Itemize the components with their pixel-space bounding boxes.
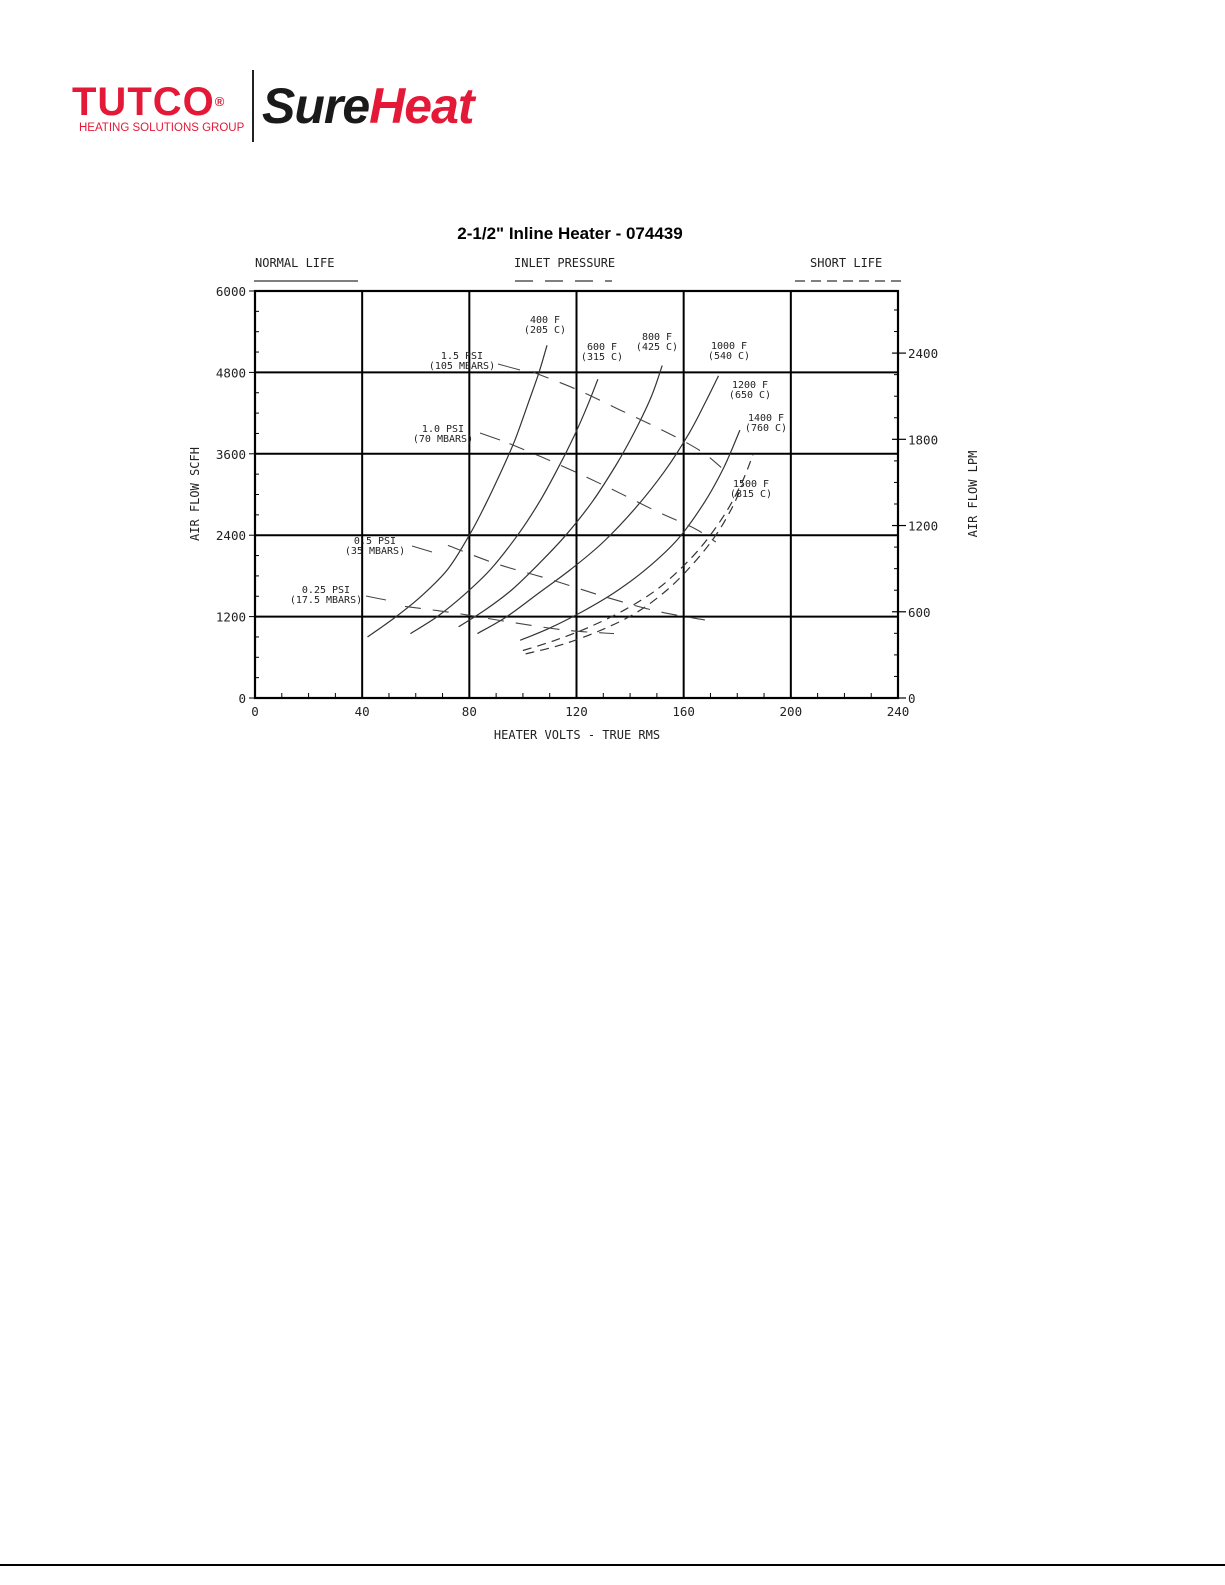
chart-title: 2-1/2" Inline Heater - 074439 [457,224,683,243]
heater-chart [0,0,1225,760]
legend-short-life: SHORT LIFE [810,256,883,270]
legend-inlet-pressure: INLET PRESSURE [514,256,616,270]
temperature-label: 600 F [586,342,618,353]
pressure-label: 0.25 PSI [301,585,351,596]
y-tick-label: 1200 [215,609,246,625]
x-tick-label: 80 [461,704,477,719]
temperature-label-celsius: (425 C) [635,342,679,353]
y2-axis-label: AIR FLOW LPM [966,450,980,538]
temperature-label-celsius: (760 C) [744,423,788,434]
chart-grid [255,291,898,698]
pressure-label-mbars: (70 MBARS) [412,434,474,445]
pressure-label: 1.0 PSI [421,424,465,435]
footer-rule [0,1564,1225,1566]
sureheat-sure: Sure [262,78,370,134]
temperature-curve [368,345,548,637]
y2-tick-label: 600 [908,604,931,620]
y2-tick-label: 1800 [908,432,939,448]
pressure-line [510,444,716,542]
tutco-registered: ® [214,94,226,109]
temperature-label-celsius: (650 C) [728,390,772,401]
y-tick-label: 2400 [215,528,246,544]
pressure-leader [480,433,500,440]
x-tick-label: 120 [565,704,588,719]
temperature-label: 1000 F [710,341,748,352]
temperature-label-celsius: (205 C) [523,325,567,336]
y-tick-label: 0 [238,691,246,706]
temperature-label: 1400 F [747,413,785,424]
y-tick-label: 3600 [215,446,246,462]
pressure-label: 0.5 PSI [353,536,397,547]
legend-normal-life: NORMAL LIFE [255,256,335,270]
x-axis-label: HEATER VOLTS - TRUE RMS [493,728,661,742]
y-tick-label: 6000 [215,284,246,299]
temperature-label-celsius: (540 C) [707,351,751,362]
tutco-text: TUTCO [72,80,215,124]
x-tick-label: 240 [886,704,910,719]
pressure-label: 1.5 PSI [440,351,484,362]
temperature-label: 800 F [641,332,673,343]
pressure-leader [498,364,520,370]
y2-tick-label: 2400 [908,346,939,362]
y2-tick-label: 1200 [908,518,939,534]
x-tick-label: 40 [354,704,370,719]
x-tick-label: 0 [251,704,259,719]
y-tick-label: 4800 [215,365,246,381]
temperature-curve [477,376,718,634]
temperature-label: 400 F [529,315,561,326]
pressure-label-mbars: (17.5 MBARS) [289,595,363,606]
temperature-curve [523,454,753,651]
temperature-label: 1200 F [731,380,769,391]
chart-curves [368,345,754,654]
temperature-label: 1500 F [732,479,770,490]
sureheat-heat: Heat [369,78,474,134]
temperature-label-celsius: (815 C) [729,489,773,500]
pressure-leader [412,546,432,552]
y-axis-label: AIR FLOW SCFH [188,447,202,541]
x-tick-label: 200 [779,704,803,719]
pressure-label-mbars: (105 MBARS) [428,361,496,372]
temperature-label-celsius: (315 C) [580,352,624,363]
pressure-label-mbars: (35 MBARS) [344,546,406,557]
tutco-subtitle: HEATING SOLUTIONS GROUP [79,122,245,134]
y2-tick-label: 0 [908,691,916,706]
x-tick-label: 160 [672,704,695,719]
pressure-leader [366,596,386,600]
